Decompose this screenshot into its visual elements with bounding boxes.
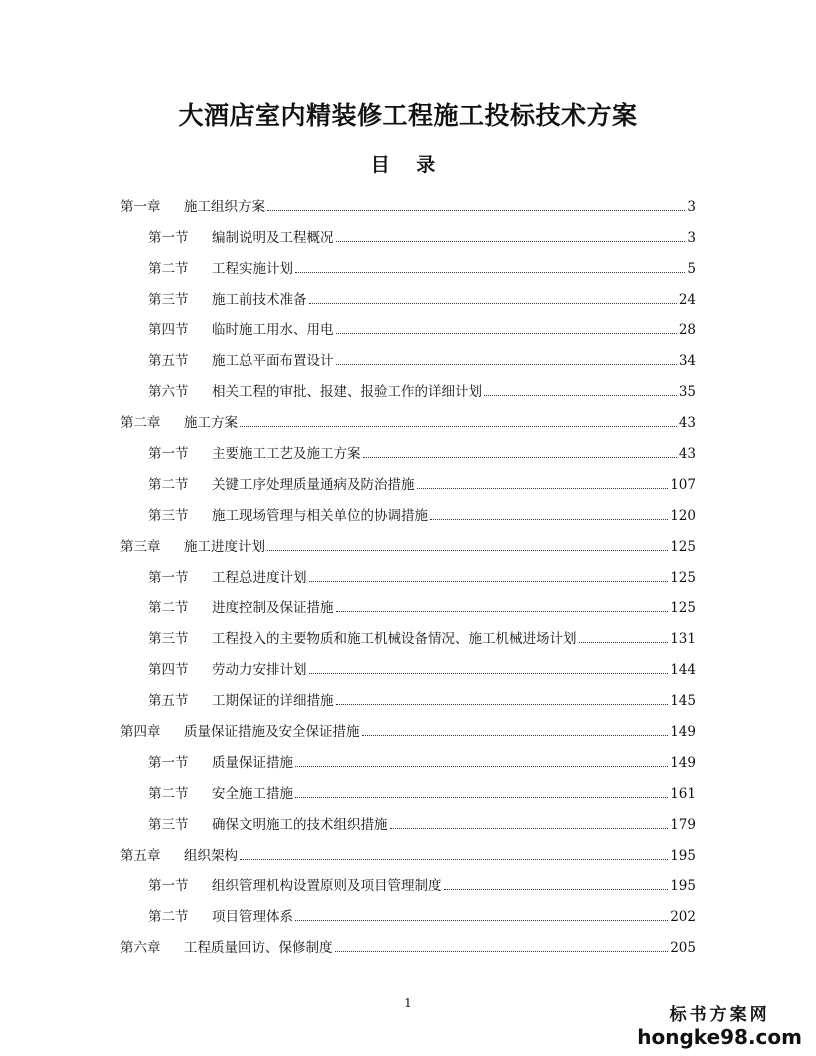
- toc-entry-number: 第一节: [148, 569, 189, 586]
- toc-dot-leader: [295, 919, 668, 921]
- toc-entry-label: 项目管理体系: [212, 909, 293, 926]
- toc-entry-page: 149: [670, 754, 696, 771]
- toc-entry-page: 43: [678, 446, 696, 463]
- toc-entry-label: 组织管理机构设置原则及项目管理制度: [212, 878, 442, 895]
- toc-dot-leader: [336, 332, 677, 334]
- toc-dot-leader: [390, 827, 669, 829]
- toc-entry-number: 第四节: [148, 322, 189, 339]
- toc-entry-page: 195: [670, 847, 696, 864]
- toc-entry-label: 工期保证的详细措施: [212, 693, 334, 710]
- toc-heading: 目 录: [370, 154, 446, 176]
- toc-dot-leader: [417, 487, 669, 489]
- toc-entry-section: [120, 555, 696, 586]
- toc-entry-number: 第六节: [148, 384, 189, 401]
- toc-entry-page: 125: [670, 569, 696, 586]
- toc-entry-page: 161: [670, 785, 696, 802]
- toc-entry-label: 工程实施计划: [212, 260, 293, 277]
- toc-dot-leader: [240, 425, 677, 427]
- toc-entry-section: [120, 802, 696, 833]
- toc-dot-leader: [336, 240, 686, 242]
- toc-entry-number: 第三节: [148, 631, 189, 648]
- toc-entry-number: 第五节: [148, 693, 189, 710]
- toc-entry-label: 编制说明及工程概况: [212, 229, 334, 246]
- toc-dot-leader: [362, 734, 669, 736]
- toc-entry-page: 125: [670, 538, 696, 555]
- toc-entry-label: 劳动力安排计划: [212, 662, 307, 679]
- toc-dot-leader: [240, 858, 668, 860]
- toc-entry-chapter: [120, 833, 696, 864]
- toc-dot-leader: [336, 703, 669, 705]
- toc-entry-label: 施工现场管理与相关单位的协调措施: [212, 507, 428, 524]
- toc-entry-section: [120, 462, 696, 493]
- toc-dot-leader: [484, 394, 677, 396]
- toc-entry-section: [120, 864, 696, 895]
- page-number: 1: [404, 996, 412, 1010]
- toc-entry-page: 5: [687, 260, 696, 277]
- toc-entry-number: 第三节: [148, 816, 189, 833]
- toc-entry-chapter: [120, 184, 696, 215]
- toc-entry-label: 临时施工用水、用电: [212, 322, 334, 339]
- toc-entry-page: 34: [678, 353, 696, 370]
- toc-dot-leader: [309, 672, 669, 674]
- toc-dot-leader: [295, 271, 685, 273]
- toc-entry-page: 43: [678, 415, 696, 432]
- toc-dot-leader: [309, 302, 677, 304]
- toc-entry-label: 组织架构: [184, 847, 238, 864]
- toc-dot-leader: [267, 549, 668, 551]
- toc-entry-section: [120, 308, 696, 339]
- toc-dot-leader: [295, 765, 668, 767]
- toc-entry-page: 131: [670, 631, 696, 648]
- toc-entry-page: 145: [670, 693, 696, 710]
- toc-entry-section: [120, 586, 696, 617]
- toc-entry-page: 35: [678, 384, 696, 401]
- toc-entry-section: [120, 369, 696, 400]
- toc-entry-section: [120, 431, 696, 462]
- toc-entry-chapter: [120, 709, 696, 740]
- toc-entry-section: [120, 246, 696, 277]
- toc-entry-section: [120, 616, 696, 647]
- toc-entry-page: 179: [670, 816, 696, 833]
- toc-dot-leader: [336, 610, 669, 612]
- toc-entry-label: 施工总平面布置设计: [212, 353, 334, 370]
- toc-entry-label: 施工组织方案: [184, 198, 265, 215]
- toc-entry-page: 202: [670, 909, 696, 926]
- toc-entry-section: [120, 215, 696, 246]
- toc-entry-label: 安全施工措施: [212, 785, 293, 802]
- toc-dot-leader: [336, 363, 677, 365]
- toc-entry-label: 施工进度计划: [184, 538, 265, 555]
- toc-entry-label: 进度控制及保证措施: [212, 600, 334, 617]
- toc-entry-chapter: [120, 925, 696, 956]
- toc-entry-label: 工程质量回访、保修制度: [184, 940, 333, 957]
- toc-dot-leader: [295, 796, 668, 798]
- toc-entry-label: 质量保证措施: [212, 754, 293, 771]
- toc-dot-leader: [363, 456, 677, 458]
- toc-entry-number: 第三节: [148, 291, 189, 308]
- toc-entry-label: 主要施工工艺及施工方案: [212, 446, 361, 463]
- toc-entry-section: [120, 740, 696, 771]
- toc-entry-label: 工程投入的主要物质和施工机械设备情况、施工机械进场计划: [212, 631, 577, 648]
- toc-entry-number: 第三章: [120, 538, 161, 555]
- toc-entry-label: 工程总进度计划: [212, 569, 307, 586]
- toc-entry-page: 125: [670, 600, 696, 617]
- toc-entry-number: 第二节: [148, 785, 189, 802]
- toc-entry-number: 第二节: [148, 260, 189, 277]
- toc-entry-label: 相关工程的审批、报建、报验工作的详细计划: [212, 384, 482, 401]
- toc-entry-number: 第一章: [120, 198, 161, 215]
- toc-entry-section: [120, 771, 696, 802]
- toc-entry-section: [120, 493, 696, 524]
- toc-entry-label: 确保文明施工的技术组织措施: [212, 816, 388, 833]
- toc-dot-leader: [267, 209, 685, 211]
- watermark-site-name: 标书方案网: [669, 1005, 770, 1025]
- toc-entry-section: [120, 647, 696, 678]
- toc-entry-page: 195: [670, 878, 696, 895]
- toc-entry-section: [120, 338, 696, 369]
- toc-dot-leader: [430, 518, 668, 520]
- toc-entry-number: 第二节: [148, 600, 189, 617]
- toc-entry-label: 施工方案: [184, 415, 238, 432]
- toc-entry-number: 第一节: [148, 754, 189, 771]
- toc-entry-page: 3: [687, 198, 696, 215]
- toc-dot-leader: [335, 950, 669, 952]
- toc-entry-number: 第一节: [148, 446, 189, 463]
- toc-entry-page: 144: [670, 662, 696, 679]
- toc-entry-number: 第六章: [120, 940, 161, 957]
- toc-entry-section: [120, 894, 696, 925]
- toc-entry-number: 第四节: [148, 662, 189, 679]
- table-of-contents: [120, 184, 696, 956]
- toc-entry-section: [120, 678, 696, 709]
- toc-entry-page: 120: [670, 507, 696, 524]
- toc-entry-number: 第五节: [148, 353, 189, 370]
- toc-entry-number: 第二章: [120, 415, 161, 432]
- toc-entry-chapter: [120, 400, 696, 431]
- watermark: [637, 1000, 802, 1049]
- toc-entry-number: 第四章: [120, 724, 161, 741]
- toc-entry-number: 第三节: [148, 507, 189, 524]
- toc-entry-page: 107: [670, 476, 696, 493]
- toc-dot-leader: [444, 888, 669, 890]
- toc-entry-page: 24: [678, 291, 696, 308]
- toc-entry-section: [120, 277, 696, 308]
- toc-entry-page: 205: [670, 940, 696, 957]
- toc-entry-number: 第一节: [148, 229, 189, 246]
- toc-dot-leader: [579, 641, 669, 643]
- toc-entry-number: 第二节: [148, 909, 189, 926]
- toc-entry-number: 第二节: [148, 476, 189, 493]
- document-title: 大酒店室内精装修工程施工投标技术方案: [178, 101, 638, 130]
- toc-entry-number: 第五章: [120, 847, 161, 864]
- toc-entry-chapter: [120, 524, 696, 555]
- toc-entry-label: 质量保证措施及安全保证措施: [184, 724, 360, 741]
- toc-entry-page: 28: [678, 322, 696, 339]
- toc-entry-label: 施工前技术准备: [212, 291, 307, 308]
- toc-entry-label: 关键工序处理质量通病及防治措施: [212, 476, 415, 493]
- toc-entry-page: 149: [670, 724, 696, 741]
- toc-entry-number: 第一节: [148, 878, 189, 895]
- watermark-url: hongke98.com: [637, 1025, 802, 1049]
- toc-entry-page: 3: [687, 229, 696, 246]
- toc-dot-leader: [309, 580, 669, 582]
